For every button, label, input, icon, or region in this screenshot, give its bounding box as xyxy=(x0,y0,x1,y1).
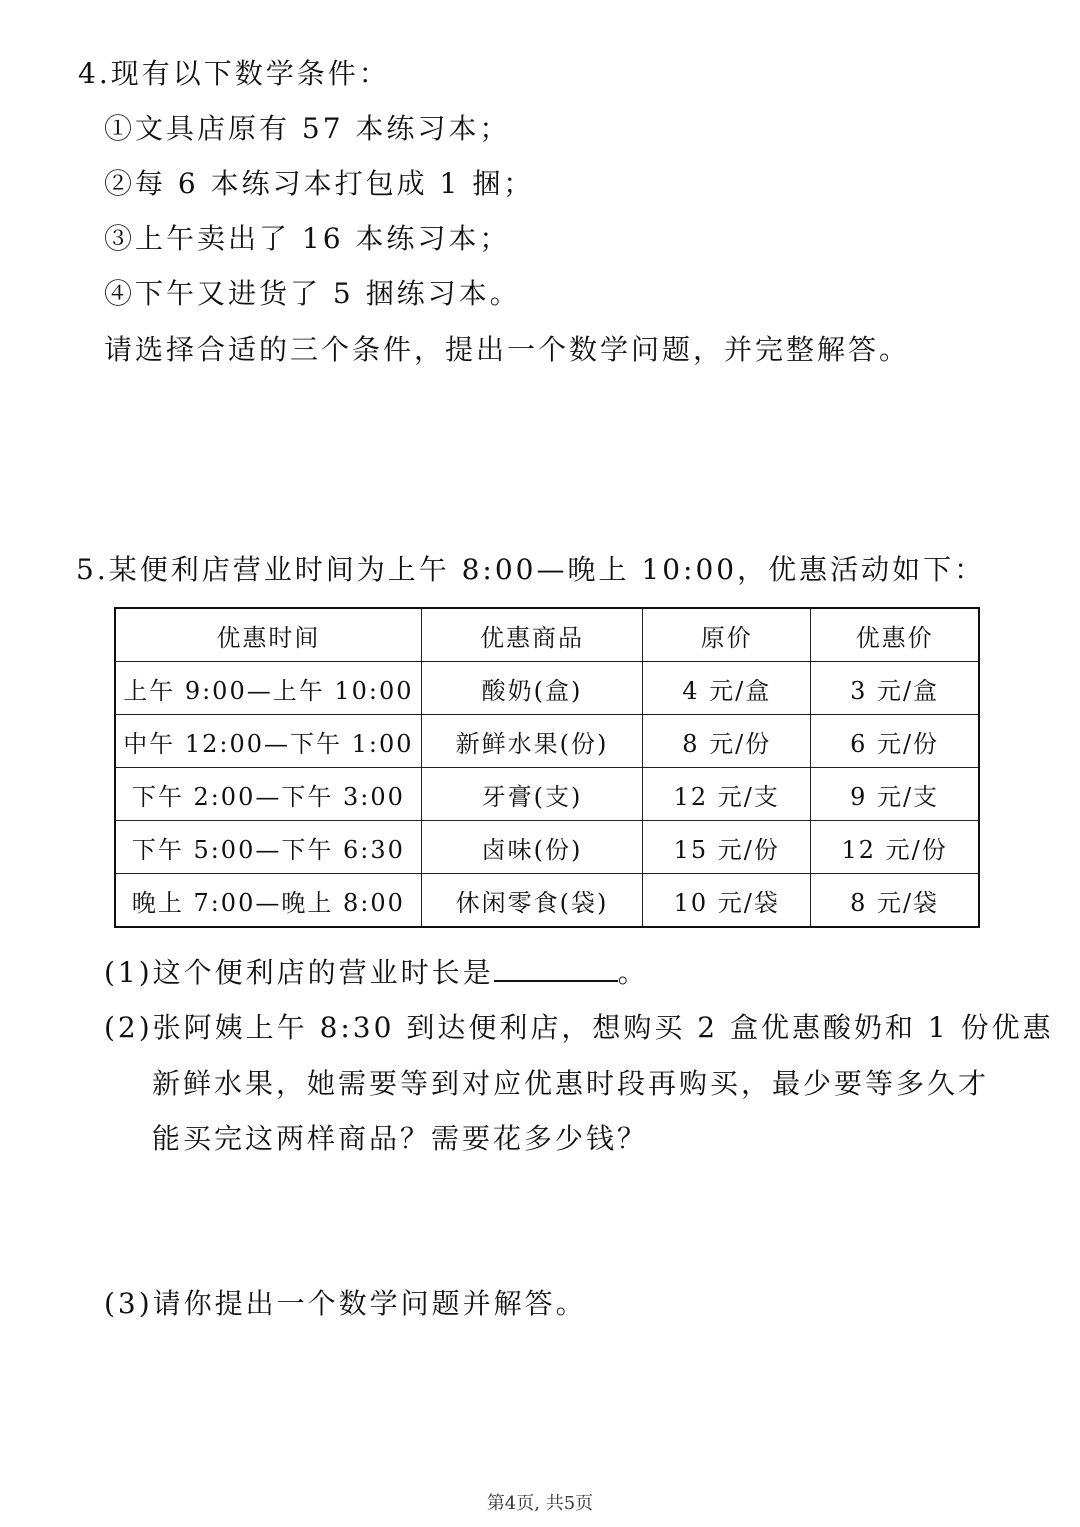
answer-blank xyxy=(494,954,618,982)
cell-product: 新鲜水果(份) xyxy=(421,715,643,768)
sub-question-2-line-3: 能买完这两样商品？需要花多少钱？ xyxy=(152,1122,649,1155)
condition-4: ④下午又进货了 5 捆练习本。 xyxy=(104,277,521,310)
cell-time: 下午 5:00—下午 6:30 xyxy=(115,821,421,874)
table-header-row xyxy=(115,608,979,662)
cell-original-price: 4 元/盒 xyxy=(643,662,811,715)
cell-discount-price: 6 元/份 xyxy=(811,715,979,768)
cell-product: 卤味(份) xyxy=(421,821,643,874)
header-time: 优惠时间 xyxy=(115,608,421,662)
cell-original-price: 8 元/份 xyxy=(643,715,811,768)
page-footer: 第4页, 共5页 xyxy=(486,1493,594,1514)
header-original-price: 原价 xyxy=(643,608,811,662)
question-4-prompt: 请选择合适的三个条件，提出一个数学问题，并完整解答。 xyxy=(104,333,911,366)
sub-question-2-line-1: (2)张阿姨上午 8:30 到达便利店，想购买 2 盒优惠酸奶和 1 份优惠 xyxy=(104,1011,1054,1044)
sub-question-2-line-2: 新鲜水果，她需要等到对应优惠时段再购买，最少要等多久才 xyxy=(152,1067,990,1100)
sub-question-1 xyxy=(104,954,649,991)
cell-product: 牙膏(支) xyxy=(421,768,643,821)
cell-original-price: 12 元/支 xyxy=(643,768,811,821)
cell-discount-price: 8 元/袋 xyxy=(811,874,979,928)
cell-product: 休闲零食(袋) xyxy=(421,874,643,928)
promotion-table xyxy=(114,607,980,928)
cell-discount-price: 3 元/盒 xyxy=(811,662,979,715)
sub-question-3: (3)请你提出一个数学问题并解答。 xyxy=(104,1287,587,1320)
table-row xyxy=(115,821,979,874)
cell-product: 酸奶(盒) xyxy=(421,662,643,715)
condition-3: ③上午卖出了 16 本练习本； xyxy=(104,222,511,255)
sub-question-1-text: (1)这个便利店的营业时长是 xyxy=(104,956,494,989)
cell-time: 下午 2:00—下午 3:00 xyxy=(115,768,421,821)
cell-original-price: 10 元/袋 xyxy=(643,874,811,928)
header-product: 优惠商品 xyxy=(421,608,643,662)
cell-discount-price: 12 元/份 xyxy=(811,821,979,874)
question-5-title: 5.某便利店营业时间为上午 8:00—晚上 10:00，优惠活动如下： xyxy=(76,553,986,586)
condition-2: ②每 6 本练习本打包成 1 捆； xyxy=(104,167,535,200)
condition-1: ①文具店原有 57 本练习本； xyxy=(104,112,511,145)
table-row xyxy=(115,662,979,715)
cell-time: 晚上 7:00—晚上 8:00 xyxy=(115,874,421,928)
cell-time: 上午 9:00—上午 10:00 xyxy=(115,662,421,715)
sub-question-1-end: 。 xyxy=(617,956,649,989)
table-row xyxy=(115,768,979,821)
table-row xyxy=(115,874,979,928)
table-row xyxy=(115,715,979,768)
cell-original-price: 15 元/份 xyxy=(643,821,811,874)
header-discount-price: 优惠价 xyxy=(811,608,979,662)
cell-discount-price: 9 元/支 xyxy=(811,768,979,821)
cell-time: 中午 12:00—下午 1:00 xyxy=(115,715,421,768)
question-4-title: 4.现有以下数学条件： xyxy=(78,57,390,90)
